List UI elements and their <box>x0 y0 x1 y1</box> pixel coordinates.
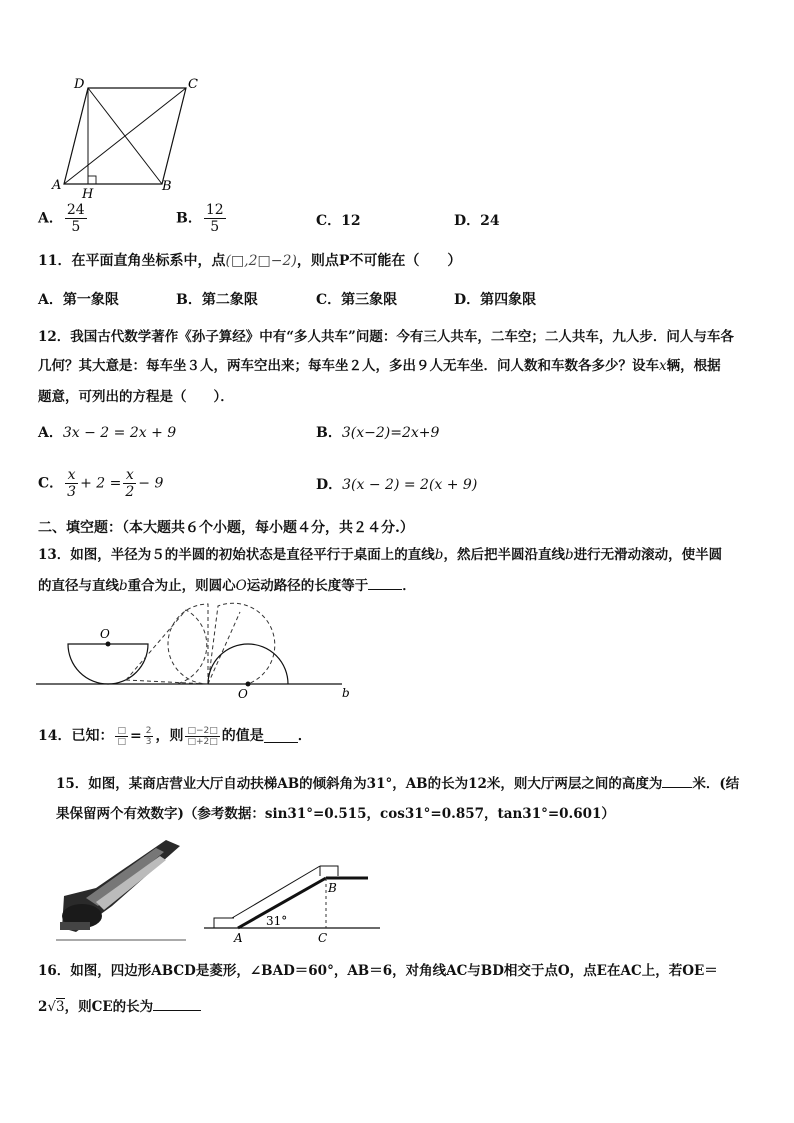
rhombus-figure <box>50 72 210 202</box>
q12-option-a[interactable]: A．3x − 2 = 2x + 9 <box>38 425 177 441</box>
escalator-photo <box>56 836 186 944</box>
rolling-semicircle-figure <box>36 600 356 700</box>
q13-label-b: b <box>342 686 350 700</box>
q13-answer-blank[interactable] <box>368 577 402 590</box>
label-B: B <box>162 179 172 194</box>
q15-line2: 果保留两个有效数字)（参考数据：sin31°=0.515，cos31°=0.857，tan31°=0.601） <box>56 806 615 822</box>
q11-option-c[interactable]: C．第三象限 <box>316 292 398 308</box>
q16-line1: 16．如图，四边形ABCD是菱形，∠BAD＝60°，AB＝6，对角线AC与BD相交于点O，点E在AC上，若OE＝ <box>38 963 718 979</box>
q13-label-o2: O <box>238 687 248 700</box>
q14-answer-blank[interactable] <box>264 730 298 743</box>
q11-point-expr: (□,2□−2) <box>225 253 297 269</box>
q16-answer-blank[interactable] <box>153 998 201 1011</box>
q16-line2: 2√3，则CE的长为 <box>38 996 201 1018</box>
q15-label-b: B <box>328 881 337 895</box>
q13-line1: 13．如图，半径为５的半圆的初始状态是直径平行于桌面上的直线b，然后把半圆沿直线b进行无滑动滚动，使半圆 <box>38 547 723 563</box>
q12-line3: 题意，可列出的方程是（ ）． <box>38 389 234 405</box>
q10-b-num: 12 <box>205 202 224 218</box>
q12-option-c[interactable]: C． $\frac{x}{3}$ + 2 = $\frac{x}{2}$ − 9 <box>38 467 164 500</box>
q15-answer-blank[interactable] <box>662 775 692 788</box>
q11-option-a[interactable]: A．第一象限 <box>38 292 119 308</box>
q10-option-b[interactable]: B． $\frac{12}{5}$ <box>176 202 224 235</box>
q10-option-a[interactable]: A． $\frac{24}{5}$ <box>38 202 85 235</box>
q10-option-d[interactable]: D．24 <box>454 213 500 229</box>
q15-line1: 15．如图，某商店营业大厅自动扶梯AB的倾斜角为31°，AB的长为12米，则大厅两层之间的高度为 米．(结 <box>56 776 740 792</box>
q11-option-b[interactable]: B．第二象限 <box>176 292 258 308</box>
q12-option-d[interactable]: D．3(x − 2) = 2(x + 9) <box>316 477 478 493</box>
q15-label-c: C <box>318 931 328 945</box>
q10-option-c[interactable]: C．12 <box>316 213 361 229</box>
q12-option-b[interactable]: B．3(x−2)=2x+9 <box>316 425 440 441</box>
section2-title: 二、填空题：（本大题共６个小题，每小题４分，共２４分.） <box>38 520 414 536</box>
q15-label-a: A <box>234 931 243 945</box>
sqrt-symbol: √ <box>47 999 57 1015</box>
q11-option-d[interactable]: D．第四象限 <box>454 292 537 308</box>
q10-a-num: 24 <box>66 202 85 218</box>
q12-line1: 12．我国古代数学著作《孙子算经》中有“多人共车”问题：今有三人共车，二车空；二人共车，九人步．问人与车各 <box>38 329 734 345</box>
label-A: A <box>52 178 62 193</box>
q10-b-den: 5 <box>210 219 220 235</box>
q13-line2: 的直径与直线b重合为止，则圆心O运动路径的长度等于 ． <box>38 578 416 594</box>
label-H: H <box>82 187 94 202</box>
q11-stem: 11．在平面直角坐标系中，点(□,2□−2)，则点P不可能在（ ） <box>38 253 462 269</box>
q13-label-o1: O <box>100 627 110 641</box>
q15-label-angle: 31° <box>266 914 288 928</box>
q10-a-den: 5 <box>71 219 81 235</box>
q14-stem: 14．已知： $\frac{□}{□}$ = $\frac{2}{3}$ ，则 $\frac{□-2□}{□+2□}$ 的值是 ． <box>38 725 312 747</box>
q12-line2: 几何？其大意是：每车坐３人，两车空出来；每车坐２人，多出９人无车坐．问人数和车数各多少？设车x辆，根据 <box>38 358 721 374</box>
label-D: D <box>74 77 85 92</box>
escalator-diagram <box>204 836 382 946</box>
label-C: C <box>188 77 198 92</box>
